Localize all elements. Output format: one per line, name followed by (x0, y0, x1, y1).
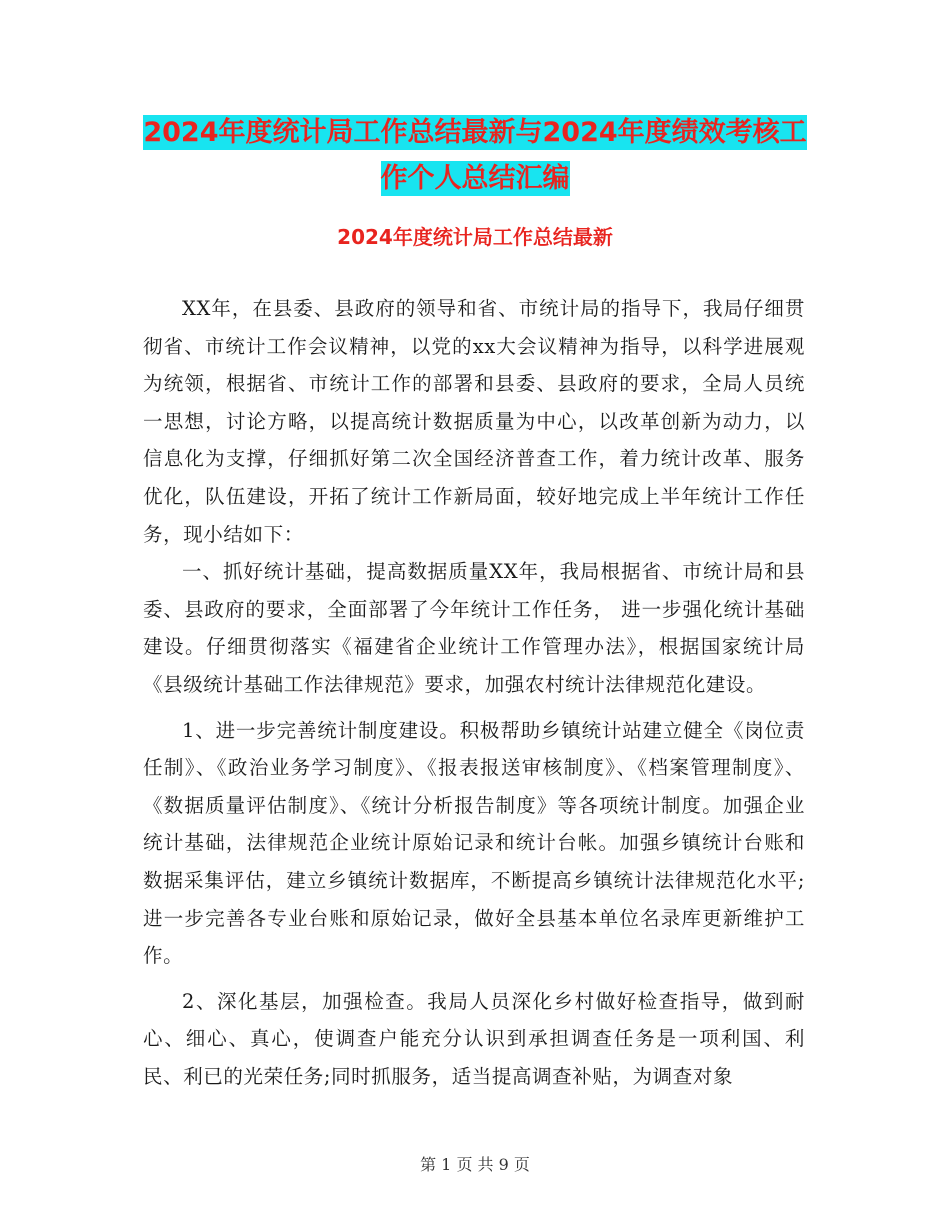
paragraph-intro: XX年，在县委、县政府的领导和省、市统计局的指导下，我局仔细贯彻省、市统计工作会议精神，以党的xx大会议精神为指导，以科学进展观为统领，根据省、市统计工作的部署和县委、县政府的要求，全局人员统一思想，讨论方略，以提高统计数据质量为中心，以改革创新为动力，以信息化为支撑，仔细抓好第二次全国经济普查工作，着力统计改革、服务优化，队伍建设，开拓了统计工作新局面，较好地完成上半年统计工作任务，现小结如下： (143, 297, 805, 546)
paragraph-item-2: 2、深化基层，加强检查。我局人员深化乡村做好检查指导，做到耐心、细心、真心，使调查户能充分认识到承担调查任务是一项利国、利民、利已的光荣任务;同时抓服务，适当提高调查补贴，为调查对象 (143, 989, 805, 1088)
document-body (143, 290, 805, 1095)
paragraph-item-1: 1、进一步完善统计制度建设。积极帮助乡镇统计站建立健全《岗位责任制》、《政治业务学习制度》、《报表报送审核制度》、《档案管理制度》、《数据质量评估制度》、《统计分析报告制度》等各项统计制度。加强企业统计基础，法律规范企业统计原始记录和统计台帐。加强乡镇统计台账和数据采集评估，建立乡镇统计数据库，不断提高乡镇统计法律规范化水平;进一步完善各专业台账和原始记录，做好全县基本单位名录库更新维护工作。 (143, 718, 805, 968)
paragraph-section-1: 一、抓好统计基础，提高数据质量XX年，我局根据省、市统计局和县委、县政府的要求，全面部署了今年统计工作任务， 进一步强化统计基础建设。仔细贯彻落实《福建省企业统计工作管理办法》，根据国家统计局《县级统计基础工作法律规范》要求，加强农村统计法律规范化建设。 (143, 560, 805, 696)
page-footer: 第 1 页 共 9 页 (420, 1155, 530, 1174)
document-title-line-1: 2024年度统计局工作总结最新与2024年度绩效考核工 (143, 117, 807, 148)
section-heading: 2024年度统计局工作总结最新 (337, 225, 613, 249)
document-title (0, 110, 950, 202)
document-title-line-2: 作个人总结汇编 (380, 163, 570, 194)
